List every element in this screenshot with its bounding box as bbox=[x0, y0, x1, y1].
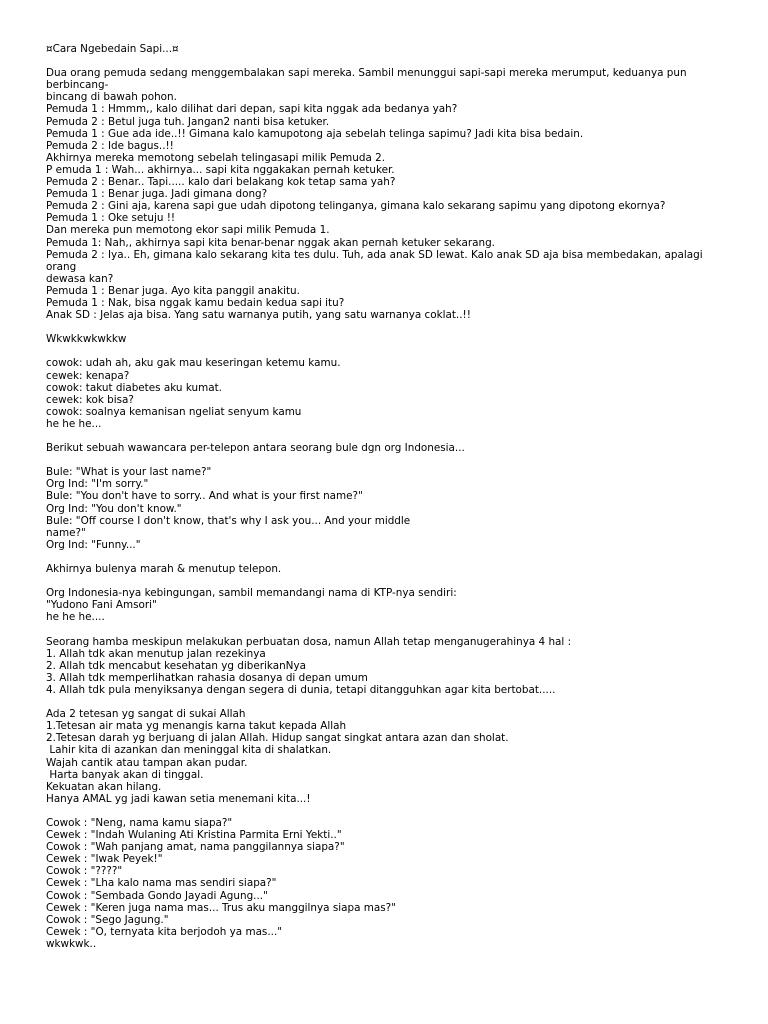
text-line: Pemuda 2 : Iya.. Eh, gimana kalo sekarang kita tes dulu. Tuh, ada anak SD lewat. Kalo anak SD aja bisa membedakan, apalagi orang bbox=[46, 248, 706, 273]
blank-line bbox=[46, 55, 712, 67]
text-line: Pemuda 1 : Oke setuju !! bbox=[46, 212, 176, 225]
document-body bbox=[46, 43, 712, 950]
text-line: Cewek : "Indah Wulaning Ati Kristina Parmita Erni Yekti.." bbox=[46, 829, 342, 842]
text-line: he he he... bbox=[46, 417, 102, 430]
text-line: Pemuda 2 : Benar.. Tapi..... kalo dari belakang kok tetap sama yah? bbox=[46, 176, 396, 189]
text-line: P emuda 1 : Wah... akhirnya... sapi kita nggakakan pernah ketuker. bbox=[46, 163, 395, 176]
text-line: 2. Allah tdk mencabut kesehatan yg diberikanNya bbox=[46, 659, 306, 672]
blank-line bbox=[46, 624, 712, 636]
text-line: cewek: kenapa? bbox=[46, 369, 130, 382]
text-line: Pemuda 1 : Nak, bisa nggak kamu bedain kedua sapi itu? bbox=[46, 296, 345, 309]
text-line: 2.Tetesan darah yg berjuang di jalan Allah. Hidup sangat singkat antara azan dan sholat. bbox=[46, 732, 509, 745]
text-line: Kekuatan akan hilang. bbox=[46, 780, 162, 793]
text-line: 1.Tetesan air mata yg menangis karna takut kepada Allah bbox=[46, 720, 347, 733]
text-line: Pemuda 1: Nah,, akhirnya sapi kita benar-benar nggak akan pernah ketuker sekarang. bbox=[46, 236, 495, 249]
text-line: Pemuda 2 : Gini aja, karena sapi gue udah dipotong telinganya, gimana kalo sekarang sapimu yang dipotong ekornya? bbox=[46, 200, 666, 213]
text-line: Cowok : "Wah panjang amat, nama panggilannya siapa?" bbox=[46, 841, 345, 854]
text-line: Ada 2 tetesan yg sangat di sukai Allah bbox=[46, 708, 246, 721]
text-line: Bule: "What is your last name?" bbox=[46, 466, 212, 479]
text-line: 3. Allah tdk memperlihatkan rahasia dosanya di depan umum bbox=[46, 671, 368, 684]
text-line: Pemuda 2 : Betul juga tuh. Jangan2 nanti bisa ketuker. bbox=[46, 115, 330, 128]
text-line: Pemuda 1 : Gue ada ide..!! Gimana kalo kamupotong aja sebelah telinga sapimu? Jadi kita bisa bedain. bbox=[46, 127, 584, 140]
text-line: Dua orang pemuda sedang menggembalakan sapi mereka. Sambil menunggui sapi-sapi mereka merumput, keduanya pun berbincang- bbox=[46, 67, 690, 92]
text-line: Cowok : "????" bbox=[46, 865, 123, 878]
text-line: Bule: "You don't have to sorry.. And what is your first name?" bbox=[46, 490, 363, 503]
text-line: cowok: takut diabetes aku kumat. bbox=[46, 381, 222, 394]
text-line: he he he.... bbox=[46, 611, 105, 624]
text-line: Seorang hamba meskipun melakukan perbuatan dosa, namun Allah tetap menganugerahinya 4 hal : bbox=[46, 635, 572, 648]
text-line: name?" bbox=[46, 526, 86, 539]
text-line: Cewek : "Iwak Peyek!" bbox=[46, 853, 163, 866]
text-line: Wkwkkwkwkkw bbox=[46, 333, 127, 346]
text-line: Anak SD : Jelas aja bisa. Yang satu warnanya putih, yang satu warnanya coklat..!! bbox=[46, 309, 471, 322]
text-line: Pemuda 1 : Benar juga. Jadi gimana dong? bbox=[46, 188, 268, 201]
text-line: Bule: "Off course I don't know, that's why I ask you... And your middle bbox=[46, 514, 411, 527]
text-line: 1. Allah tdk akan menutup jalan rezekinya bbox=[46, 647, 266, 660]
blank-line bbox=[46, 805, 712, 817]
text-line: 4. Allah tdk pula menyiksanya dengan segera di dunia, tetapi ditangguhkan agar kita bertobat..... bbox=[46, 683, 556, 696]
text-line: cowok: soalnya kemanisan ngeliat senyum kamu bbox=[46, 405, 302, 418]
text-line: Cewek : "O, ternyata kita berjodoh ya mas..." bbox=[46, 925, 283, 938]
text-line: Cewek : "Keren juga nama mas... Trus aku manggilnya siapa mas?" bbox=[46, 901, 396, 914]
text-line: Org Ind: "Funny..." bbox=[46, 538, 141, 551]
text-line: Cewek : "Lha kalo nama mas sendiri siapa?" bbox=[46, 877, 277, 890]
text-line: dewasa kan? bbox=[46, 272, 114, 285]
text-line: Hanya AMAL yg jadi kawan setia menemani kita...! bbox=[46, 792, 311, 805]
blank-line bbox=[46, 551, 712, 563]
text-line: "Yudono Fani Amsori" bbox=[46, 599, 157, 612]
text-line: Pemuda 2 : Ide bagus..!! bbox=[46, 139, 174, 152]
text-line: Harta banyak akan di tinggal. bbox=[46, 768, 204, 781]
text-line: Akhirnya bulenya marah & menutup telepon. bbox=[46, 563, 282, 576]
blank-line bbox=[46, 430, 712, 442]
text-line: Cowok : "Neng, nama kamu siapa?" bbox=[46, 817, 233, 829]
text-line: Org Ind: "I'm sorry." bbox=[46, 478, 149, 491]
text-line: Wajah cantik atau tampan akan pudar. bbox=[46, 756, 248, 769]
text-line: Org Indonesia-nya kebingungan, sambil memandangi nama di KTP-nya sendiri: bbox=[46, 587, 457, 600]
text-line: cowok: udah ah, aku gak mau keseringan ketemu kamu. bbox=[46, 357, 341, 370]
blank-line bbox=[46, 696, 712, 708]
text-line: Akhirnya mereka memotong sebelah telingasapi milik Pemuda 2. bbox=[46, 151, 386, 164]
text-line: Pemuda 1 : Benar juga. Ayo kita panggil anakitu. bbox=[46, 284, 300, 297]
blank-line bbox=[46, 321, 712, 333]
text-line: Cowok : "Sego Jagung." bbox=[46, 913, 169, 926]
blank-line bbox=[46, 575, 712, 587]
text-line: Dan mereka pun memotong ekor sapi milik Pemuda 1. bbox=[46, 224, 330, 237]
text-line: cewek: kok bisa? bbox=[46, 393, 134, 406]
text-line: wkwkwk.. bbox=[46, 937, 97, 950]
text-line: bincang di bawah pohon. bbox=[46, 91, 177, 104]
text-line: Cowok : "Sembada Gondo Jayadi Agung..." bbox=[46, 889, 268, 902]
blank-line bbox=[46, 345, 712, 357]
text-line: Pemuda 1 : Hmmm,, kalo dilihat dari depan, sapi kita nggak ada bedanya yah? bbox=[46, 103, 458, 116]
text-line: Berikut sebuah wawancara per-telepon antara seorang bule dgn org Indonesia... bbox=[46, 442, 465, 455]
text-line: Lahir kita di azankan dan meninggal kita di shalatkan. bbox=[46, 744, 332, 757]
text-line: Org Ind: "You don't know." bbox=[46, 502, 182, 515]
document-title: ¤Cara Ngebedain Sapi...¤ bbox=[46, 43, 179, 55]
blank-line bbox=[46, 454, 712, 466]
